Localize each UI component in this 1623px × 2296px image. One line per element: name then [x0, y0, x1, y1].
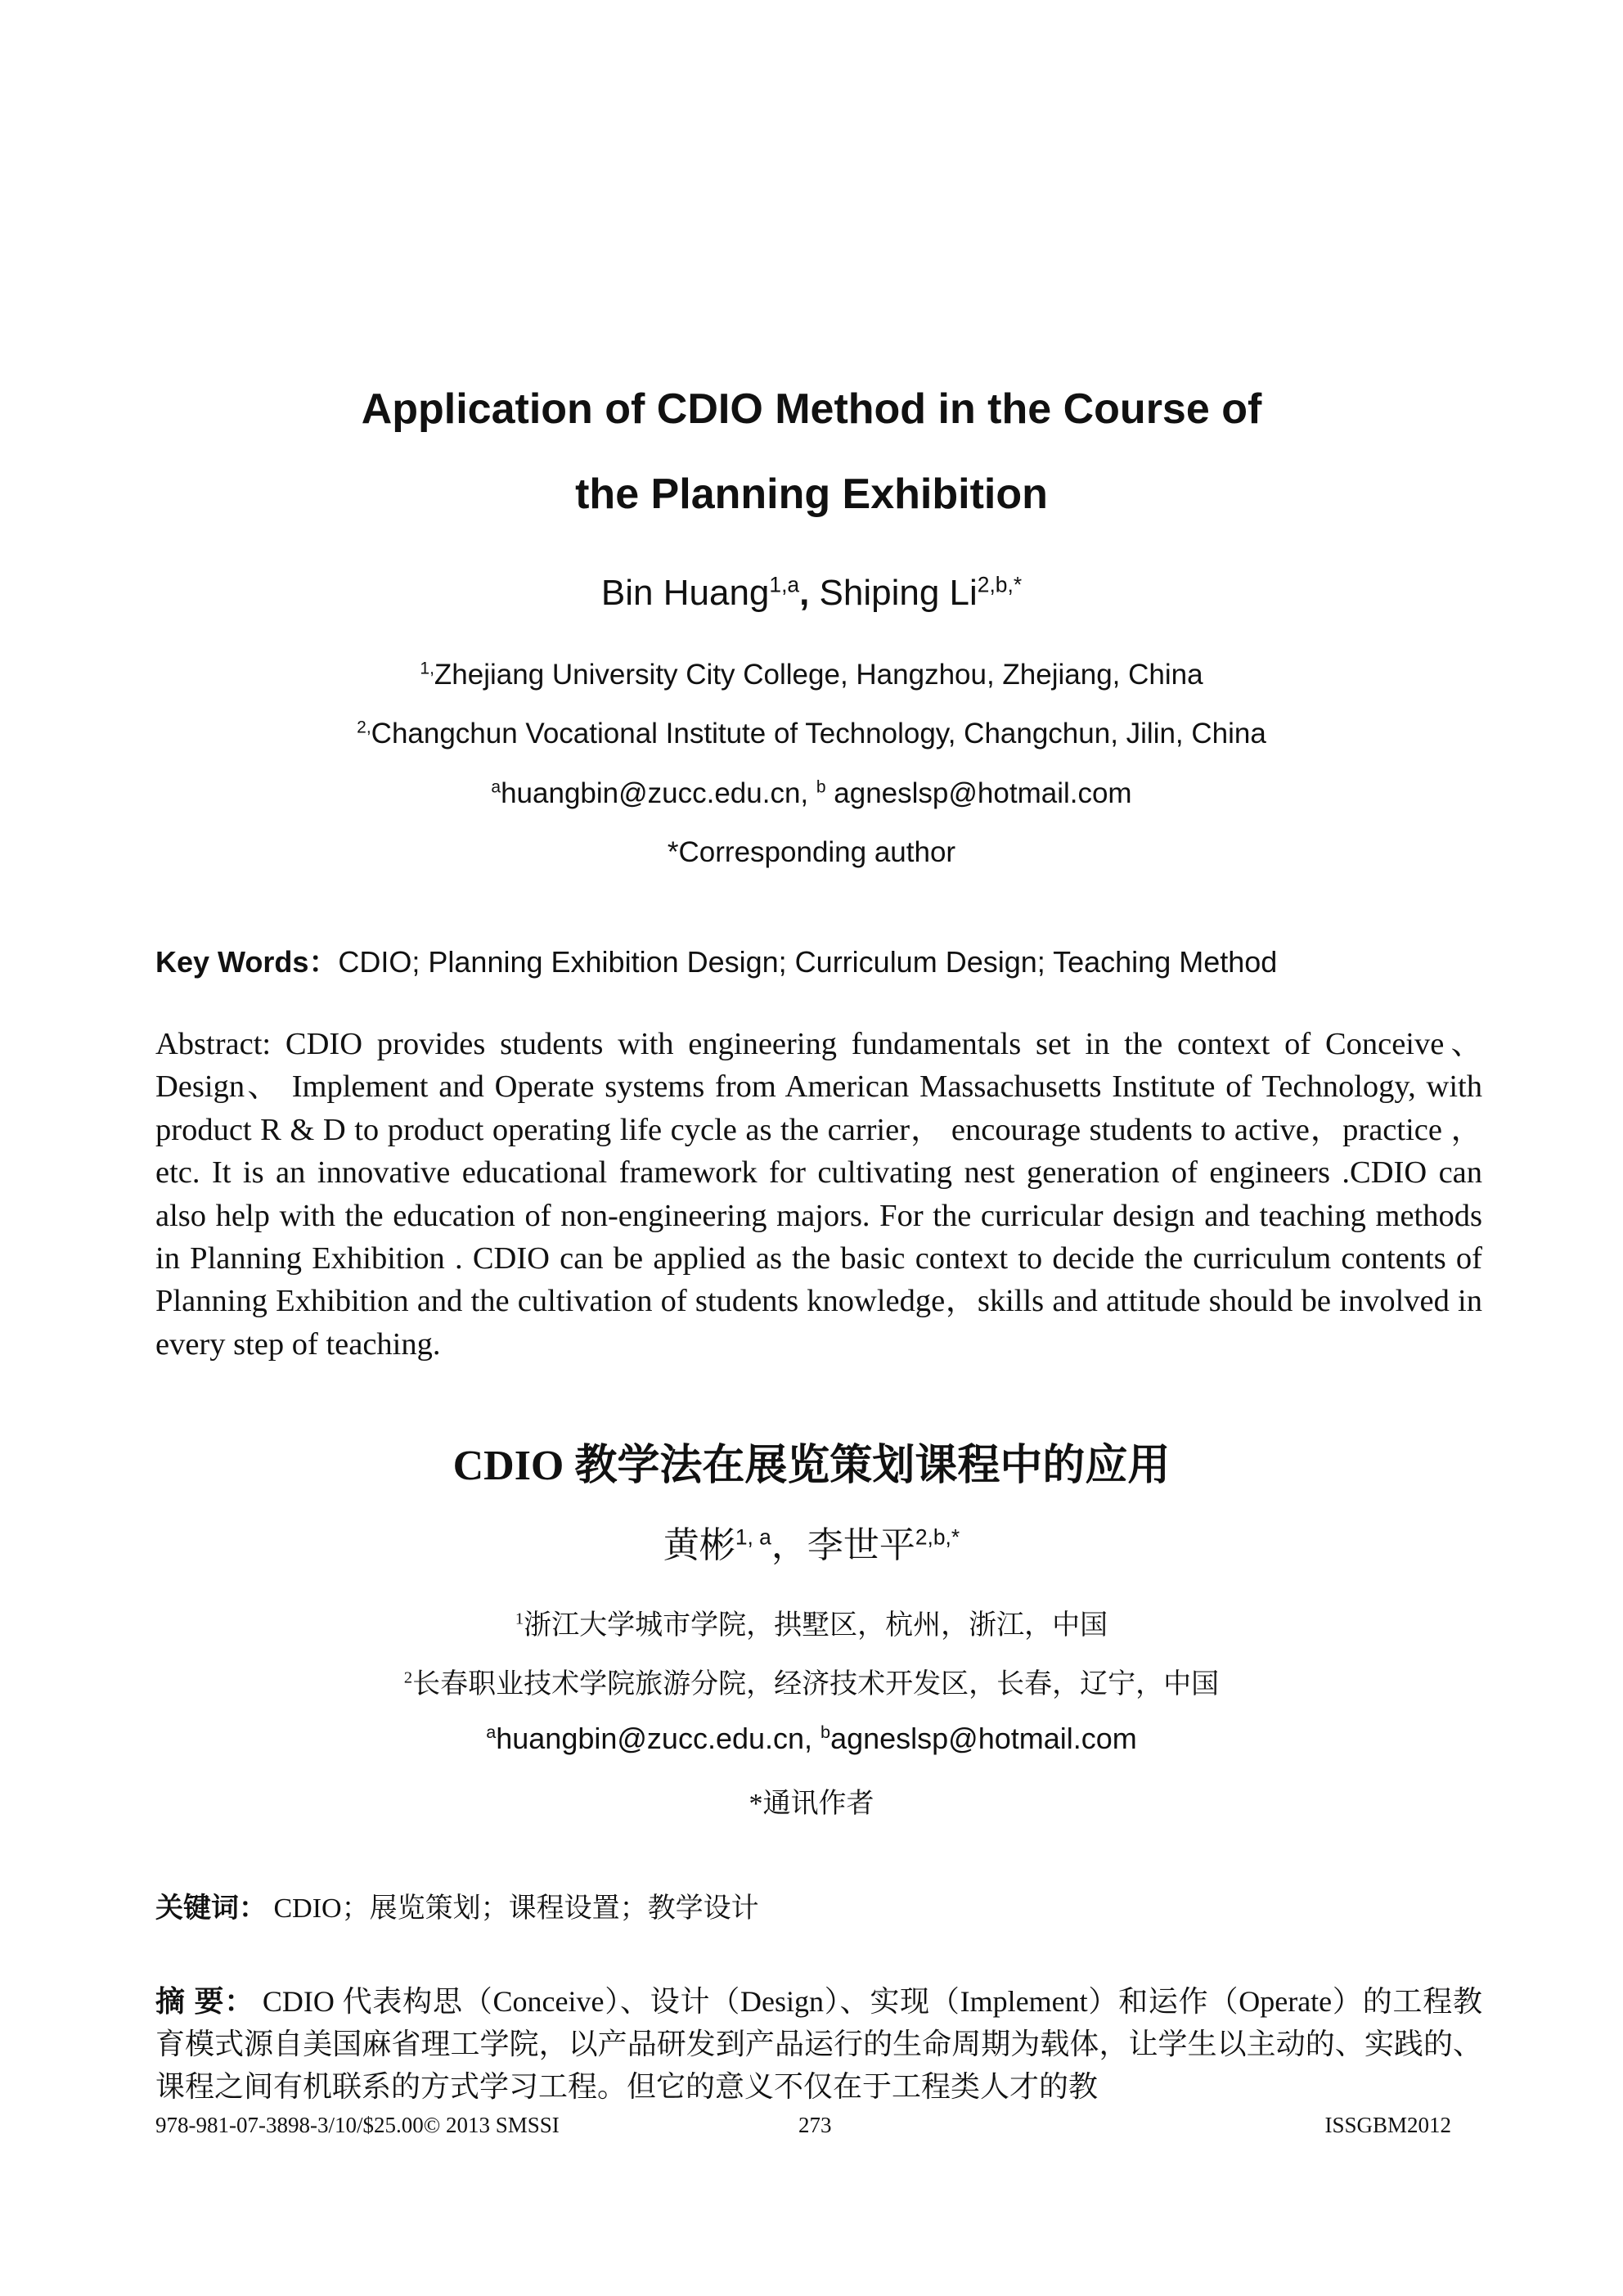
- chinese-email-b: agneslsp@hotmail.com: [830, 1722, 1137, 1755]
- chinese-affiliation-2: [0, 1661, 1623, 1701]
- author-2: Shiping Li: [819, 573, 978, 613]
- chinese-author-line: [0, 1515, 1623, 1568]
- affiliation-1: [0, 659, 1623, 691]
- keywords-label: Key Words：: [155, 945, 339, 979]
- chinese-abstract-label: 摘 要：: [155, 1984, 255, 2018]
- chinese-corresponding-author: *通讯作者: [749, 1789, 874, 1819]
- affiliation-1-text: Zhejiang University City College, Hangzhou, Zhejiang, China: [434, 659, 1203, 691]
- author-line: [0, 573, 1623, 614]
- affiliation-2-text: Changchun Vocational Institute of Technology, Changchun, Jilin, China: [371, 718, 1266, 750]
- chinese-affiliation-1-sup: 1: [515, 1609, 524, 1628]
- chinese-abstract: [155, 1980, 1482, 2108]
- email-a: huangbin@zucc.edu.cn,: [501, 777, 816, 809]
- footer-conference: ISSGBM2012: [1324, 2113, 1451, 2137]
- keywords-text: CDIO; Planning Exhibition Design; Curriculum Design; Teaching Method: [338, 945, 1278, 979]
- chinese-author-separator: ，: [771, 1525, 807, 1565]
- page-number: 273: [798, 2113, 832, 2137]
- email-b: agneslsp@hotmail.com: [825, 777, 1132, 809]
- chinese-affiliation-1-text: 浙江大学城市学院，拱墅区，杭州，浙江，中国: [524, 1610, 1108, 1641]
- affiliation-1-sup: 1,: [420, 659, 434, 678]
- author-1: Bin Huang: [600, 573, 770, 613]
- email-line: [0, 777, 1623, 810]
- chinese-author-1: 黄彬: [663, 1525, 735, 1565]
- chinese-author-1-sup: 1, a: [735, 1524, 771, 1550]
- chinese-email-b-sup: b: [820, 1722, 831, 1742]
- paper-title: [0, 367, 1623, 537]
- chinese-author-2-sup: 2,b,*: [915, 1524, 960, 1550]
- chinese-affiliation-2-sup: 2: [403, 1668, 413, 1687]
- footer-isbn: 978-981-07-3898-3/10/$25.00© 2013 SMSSI: [155, 2113, 560, 2137]
- email-a-sup: a: [491, 777, 501, 797]
- chinese-email-a-sup: a: [486, 1722, 497, 1742]
- chinese-affiliation-1: [0, 1602, 1623, 1642]
- title-line-2: the Planning Exhibition: [575, 470, 1048, 518]
- abstract: Abstract: CDIO provides students with engineering fundamentals set in the context of Conceive、Design、 Implement and Operate systems from American Massachusetts Institute of Technology, with product R & D to product operating life cycle as the carrier， encourage students to active，practice ， etc. It is an innovative educational framework for cultivating nest generation of engineers .CDIO can also help with the education of non-engineering majors. For the curricular design and teaching methods in Planning Exhibition . CDIO can be applied as the basic context to decide the curriculum contents of Planning Exhibition and the cultivation of students knowledge，skills and attitude should be involved in every step of teaching.: [155, 1027, 1482, 1362]
- affiliation-2-sup: 2,: [357, 718, 371, 737]
- chinese-author-2: 李世平: [807, 1525, 915, 1565]
- chinese-keywords-label: 关键词：: [155, 1893, 267, 1924]
- chinese-keywords-text: CDIO；展览策划；课程设置；教学设计: [267, 1893, 759, 1924]
- author-1-sup: 1,a: [769, 572, 800, 597]
- author-separator: ,: [799, 573, 820, 613]
- affiliation-2: [0, 718, 1623, 750]
- chinese-abstract-text: CDIO 代表构思（Conceive）、设计（Design）、实现（Implement）和运作（Operate）的工程教育模式源自美国麻省理工学院，以产品研发到产品运行的生命周期为载体，让学生以主动的、实践的、课程之间有机联系的方式学习工程。但它的意义不仅在于工程类人才的教: [155, 1985, 1482, 2103]
- chinese-title: CDIO 教学法在展览策划课程中的应用: [452, 1443, 1171, 1489]
- chinese-email-line: [0, 1722, 1623, 1756]
- email-b-sup: b: [816, 777, 826, 797]
- corresponding-author: *Corresponding author: [667, 836, 956, 868]
- title-line-1: Application of CDIO Method in the Course of: [361, 385, 1262, 433]
- chinese-email-a: huangbin@zucc.edu.cn,: [496, 1722, 821, 1755]
- keywords: [155, 939, 1481, 981]
- chinese-affiliation-2-text: 长春职业技术学院旅游分院，经济技术开发区，长春，辽宁，中国: [412, 1669, 1220, 1699]
- author-2-sup: 2,b,*: [977, 572, 1023, 597]
- chinese-keywords: [155, 1885, 1481, 1925]
